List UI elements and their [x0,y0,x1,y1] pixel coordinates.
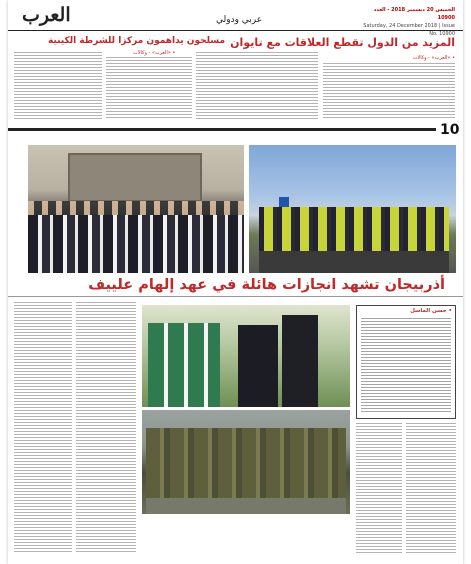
article-text-kenya-col1 [106,57,192,119]
dateline [363,6,455,38]
byline-taiwan: • «العرب» - وكالات [412,55,455,61]
man-dark-suit [282,315,318,407]
masthead-rule [8,30,463,31]
article-text-main-col1 [406,423,456,553]
section-rule [8,128,436,131]
boxed-column [356,305,456,419]
children-group [28,215,244,273]
headline-azerbaijan: أذربيجان تشهد انجازات هائلة في عهد إلهام علييف [88,277,445,293]
headline-taiwan: المزيد من الدول تقطع العلاقات مع تايوان [230,36,455,49]
headline-kenya: مسلحون يداهمون مركزا للشرطة الكينية [48,36,226,46]
dateline-english: Saturday, 24 December 2018 | Issue No. 10900 [363,23,455,37]
boxed-column-author: • حسن الماسل [410,308,452,314]
article-text-kenya-col2 [14,52,102,119]
article-text-taiwan-col1 [323,63,455,119]
parade-ground [146,498,346,514]
road-sign [279,197,289,207]
masthead [8,0,463,37]
road-surface [259,251,449,273]
article-text-main-col4 [14,302,72,552]
article-text-main-col3 [76,302,136,552]
photo-workers [249,145,456,273]
workers-group [259,207,449,251]
building-facade [68,153,202,202]
soldiers-group [146,428,346,498]
newspaper-logo: العرب [22,4,71,26]
headline-rule [8,296,463,297]
photo-schoolchildren [28,145,244,273]
page-number: 10 [440,122,460,138]
uniformed-women [148,323,220,407]
article-text-taiwan-col2 [196,52,318,119]
byline-kenya: • «العرب» - وكالات [133,50,176,56]
section-title: عربي ودولي [216,15,263,25]
photo-soldiers [142,410,350,514]
dateline-arabic: الخميس 20 ديسمبر 2018 - العدد 10900 [373,7,455,21]
newspaper-page [8,0,463,564]
photo-green-uniforms [142,305,350,407]
article-text-main-col2 [356,423,402,553]
faces-row [28,201,244,215]
woman-dark-suit [238,325,278,407]
boxed-column-text [361,318,451,414]
